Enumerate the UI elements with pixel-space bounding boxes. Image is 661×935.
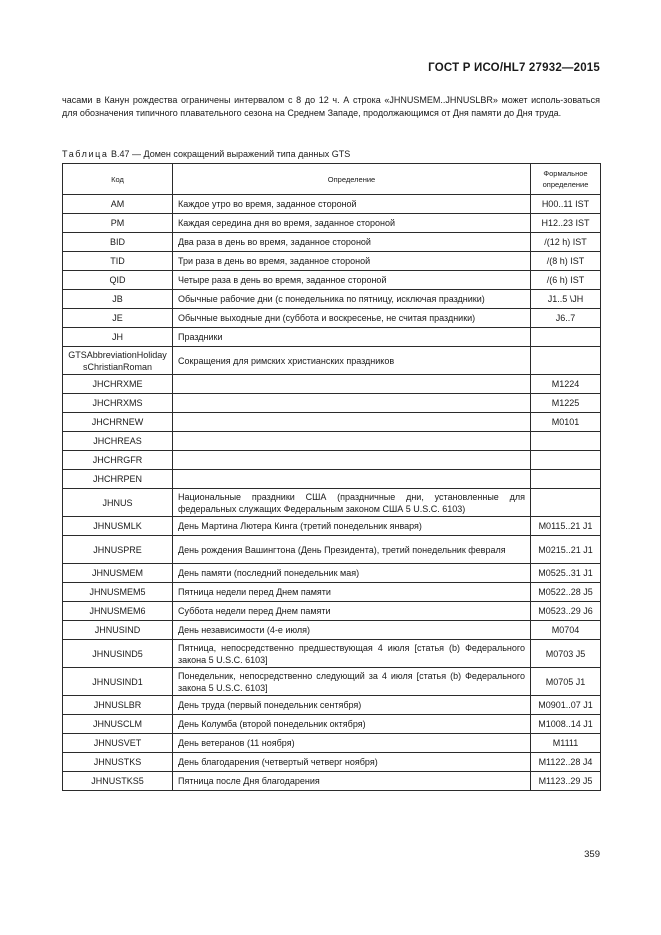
document-header: ГОСТ Р ИСО/HL7 27932—2015	[428, 62, 600, 74]
row-formal: M0901..07 J1	[531, 696, 601, 715]
row-formal: M0704	[531, 621, 601, 640]
header-code: Код	[63, 164, 173, 195]
row-formal: M0115..21 J1	[531, 517, 601, 536]
row-code: JHCHRXMS	[63, 394, 173, 413]
table-row	[63, 394, 601, 413]
row-formal	[531, 328, 601, 347]
row-definition: День памяти (последний понедельник мая)	[173, 564, 531, 583]
row-code: JHNUSIND	[63, 621, 173, 640]
row-code: PM	[63, 214, 173, 233]
table-row	[63, 290, 601, 309]
table-row	[63, 271, 601, 290]
table-row	[63, 328, 601, 347]
row-code: JHNUSPRE	[63, 536, 173, 564]
table-row	[63, 621, 601, 640]
row-definition: Пятница после Дня благодарения	[173, 772, 531, 791]
row-definition: Обычные выходные дни (суббота и воскресенье, не считая праздники)	[173, 309, 531, 328]
table-row	[63, 753, 601, 772]
row-definition: День ветеранов (11 ноября)	[173, 734, 531, 753]
row-code: JE	[63, 309, 173, 328]
row-formal: M1225	[531, 394, 601, 413]
row-definition: Сокращения для римских христианских праздников	[173, 347, 531, 375]
row-code: TID	[63, 252, 173, 271]
row-code: GTSAbbreviationHolidaysChristianRoman	[63, 347, 173, 375]
row-definition: День Колумба (второй понедельник октября)	[173, 715, 531, 734]
table-row	[63, 517, 601, 536]
row-definition: День независимости (4-е июля)	[173, 621, 531, 640]
row-definition: Праздники	[173, 328, 531, 347]
row-code: JB	[63, 290, 173, 309]
row-definition: Обычные рабочие дни (с понедельника по пятницу, исключая праздники)	[173, 290, 531, 309]
row-formal: M0523..29 J6	[531, 602, 601, 621]
table-row	[63, 489, 601, 517]
row-definition: Каждое утро во время, заданное стороной	[173, 195, 531, 214]
row-code: JHCHRNEW	[63, 413, 173, 432]
row-formal: M0525..31 J1	[531, 564, 601, 583]
row-definition: Каждая середина дня во время, заданное стороной	[173, 214, 531, 233]
row-code: JHNUS	[63, 489, 173, 517]
table-row	[63, 668, 601, 696]
row-definition: Суббота недели перед Днем памяти	[173, 602, 531, 621]
table-row	[63, 536, 601, 564]
header-definition: Определение	[173, 164, 531, 195]
table-caption-text: В.47 — Домен сокращений выражений типа данных GTS	[111, 149, 351, 159]
row-definition: Четыре раза в день во время, заданное стороной	[173, 271, 531, 290]
row-code: QID	[63, 271, 173, 290]
table-row	[63, 451, 601, 470]
row-formal: M0705 J1	[531, 668, 601, 696]
table-row	[63, 734, 601, 753]
row-code: JH	[63, 328, 173, 347]
row-code: BID	[63, 233, 173, 252]
row-code: JHCHREAS	[63, 432, 173, 451]
row-code: JHNUSMEM5	[63, 583, 173, 602]
row-definition	[173, 394, 531, 413]
row-formal	[531, 347, 601, 375]
row-code: AM	[63, 195, 173, 214]
row-formal: H00..11 IST	[531, 195, 601, 214]
row-formal: /(8 h) IST	[531, 252, 601, 271]
row-code: JHNUSIND5	[63, 640, 173, 668]
table-row	[63, 583, 601, 602]
row-definition	[173, 470, 531, 489]
row-formal: J6..7	[531, 309, 601, 328]
table-row	[63, 413, 601, 432]
row-code: JHNUSMEM6	[63, 602, 173, 621]
header-formal-definition: Формальное определение	[531, 164, 601, 195]
row-code: JHNUSIND1	[63, 668, 173, 696]
row-code: JHNUSMEM	[63, 564, 173, 583]
row-code: JHCHRGFR	[63, 451, 173, 470]
row-formal: /(6 h) IST	[531, 271, 601, 290]
row-definition: День рождения Вашингтона (День Президента), третий понедельник февраля	[173, 536, 531, 564]
table-header-row	[63, 164, 601, 195]
row-formal: /(12 h) IST	[531, 233, 601, 252]
row-code: JHNUSLBR	[63, 696, 173, 715]
table-row	[63, 233, 601, 252]
row-code: JHNUSTKS5	[63, 772, 173, 791]
table-row	[63, 252, 601, 271]
row-formal	[531, 489, 601, 517]
table-row	[63, 375, 601, 394]
row-formal	[531, 451, 601, 470]
row-code: JHNUSCLM	[63, 715, 173, 734]
table-row	[63, 470, 601, 489]
table-caption	[62, 149, 350, 159]
row-formal: M1122..28 J4	[531, 753, 601, 772]
gts-abbreviation-table	[62, 163, 601, 791]
row-definition	[173, 432, 531, 451]
row-formal	[531, 470, 601, 489]
table-row	[63, 432, 601, 451]
row-formal: M0703 J5	[531, 640, 601, 668]
row-formal	[531, 432, 601, 451]
row-definition: Три раза в день во время, заданное стороной	[173, 252, 531, 271]
row-code: JHNUSVET	[63, 734, 173, 753]
row-formal: M0522..28 J5	[531, 583, 601, 602]
page-number: 359	[584, 849, 600, 860]
row-definition	[173, 375, 531, 394]
row-definition: День благодарения (четвертый четверг ноября)	[173, 753, 531, 772]
table-row	[63, 602, 601, 621]
row-formal: M1123..29 J5	[531, 772, 601, 791]
table-row	[63, 309, 601, 328]
table-row	[63, 696, 601, 715]
intro-paragraph	[62, 94, 600, 120]
row-formal: H12..23 IST	[531, 214, 601, 233]
row-definition: Национальные праздники США (праздничные дни, установленные для федеральных служащих Федеральным законом США 5 U.S.C. 6103)	[173, 489, 531, 517]
row-code: JHNUSMLK	[63, 517, 173, 536]
row-code: JHNUSTKS	[63, 753, 173, 772]
table-row	[63, 195, 601, 214]
table-row	[63, 214, 601, 233]
row-definition	[173, 451, 531, 470]
table-row	[63, 564, 601, 583]
row-definition	[173, 413, 531, 432]
row-formal: M0215..21 J1	[531, 536, 601, 564]
row-code: JHCHRPEN	[63, 470, 173, 489]
row-formal: M1224	[531, 375, 601, 394]
table-row	[63, 715, 601, 734]
table-caption-label: Таблица	[62, 149, 109, 159]
table-row	[63, 772, 601, 791]
row-definition: Пятница недели перед Днем памяти	[173, 583, 531, 602]
row-definition: Пятница, непосредственно предшествующая 4 июля [статья (b) Федерального закона 5 U.S.C. 6103]	[173, 640, 531, 668]
table-row	[63, 347, 601, 375]
row-formal: M1111	[531, 734, 601, 753]
row-definition: Два раза в день во время, заданное стороной	[173, 233, 531, 252]
row-formal: M0101	[531, 413, 601, 432]
row-code: JHCHRXME	[63, 375, 173, 394]
row-definition: День Мартина Лютера Кинга (третий понедельник января)	[173, 517, 531, 536]
intro-text: часами в Канун рождества ограничены интервалом с 8 до 12 ч. А строка «JHNUSMEM..JHNUSLBR» может исполь-зоваться для обозначения типичного плавательного сезона на Среднем Западе, продолжающимся от Дня памяти до Дня труда.	[62, 95, 600, 118]
row-formal: M1008..14 J1	[531, 715, 601, 734]
row-definition: День труда (первый понедельник сентября)	[173, 696, 531, 715]
row-definition: Понедельник, непосредственно следующий за 4 июля [статья (b) Федерального закона 5 U.S.C. 6103]	[173, 668, 531, 696]
table-row	[63, 640, 601, 668]
row-formal: J1..5 \JH	[531, 290, 601, 309]
